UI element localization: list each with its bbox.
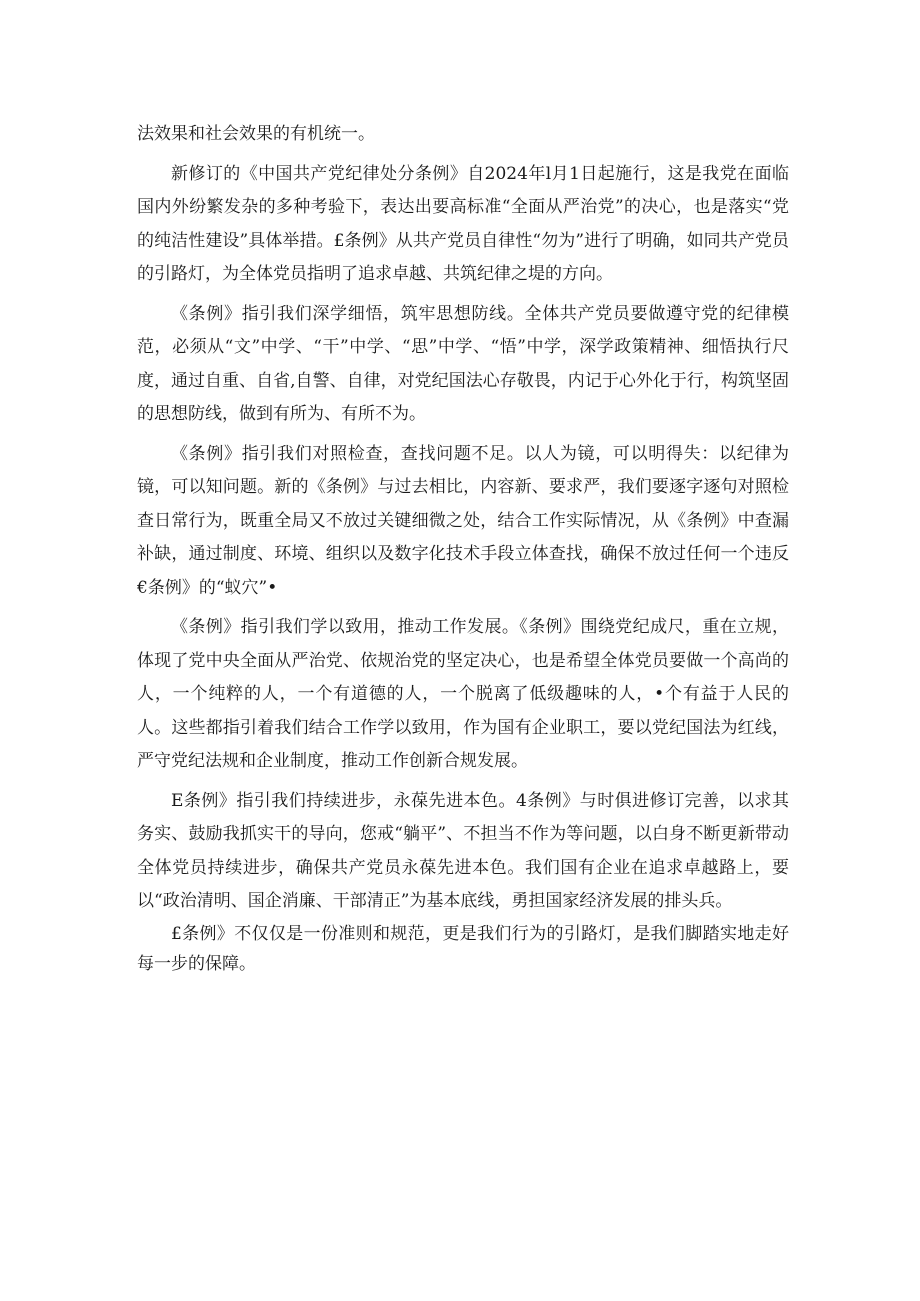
paragraph-continuation: 法效果和社会效果的有机统一。 — [137, 124, 375, 144]
paragraph-conclusion: £条例》不仅仅是一份准则和规范，更是我们行为的引路灯，是我们脚踏实地走好每一步的保障。 — [137, 923, 789, 974]
paragraph-self-check: 《条例》指引我们对照检查，查找问题不足。以人为镜，可以明得失：以纪律为镜，可以知问题。新的《条例》与过去相比，内容新、要求严，我们要逐字逐句对照检查日常行为，既重全局又不放过关键细微之处，结合工作实际情况，从《条例》中查漏补缺，通过制度、环境、组织以及数字化技术手段立体查找，确保不放过任何一个违反€条例》的“蚁穴”• — [137, 443, 789, 598]
paragraph-regulation-intro: 新修订的《中国共产党纪律处分条例》自2024年l月1日起施行，这是我党在面临国内外纷繁发杂的多种考验下，表达出要高标准“全面从严治党”的决心，也是落实“党的纯洁性建设”具体举措。£条例》从共产党员自律性“勿为”进行了明确，如同共产党员的引路灯，为全体党员指明了追求卓越、共筑纪律之堤的方向。 — [137, 163, 789, 284]
paragraph-study-deeply: 《条例》指引我们深学细悟，筑牢思想防线。全体共产党员要做遵守党的纪律模范，必须从“文”中学、“干”中学、“思”中学、“悟”中学，深学政策精神、细悟执行尺度，通过自重、自省,自警、自律，对党纪国法心存敬畏，内记于心外化于行，构筑坚固的思想防线，做到有所为、有所不为。 — [137, 303, 789, 424]
paragraph-apply-learning: 《条例》指引我们学以致用，推动工作发展。《条例》围绕党纪成尺，重在立规，体现了党中央全面从严治党、依规治党的坚定决心，也是希望全体党员要做一个高尚的人，一个纯粹的人，一个有道德的人，一个脱离了低级趣味的人，•个有益于人民的人。这些都指引着我们结合工作学以致用，作为国有企业职工，要以党纪国法为红线，严守党纪法规和企业制度，推动工作创新合规发展。 — [137, 617, 789, 771]
document-body — [137, 118, 789, 979]
paragraph-continuous-progress: E条例》指引我们持续进步，永葆先进本色。4条例》与时俱进修订完善，以求其务实、鼓励我抓实干的导向，您戒“躺平”、不担当不作为等问题，以白身不断更新带动全体党员持续进步，确保共产党员永葆先进本色。我们国有企业在追求卓越路上，要以“政治清明、国企消廉、干部清正”为基本底线，勇担国家经济发展的排头兵。 — [137, 790, 789, 911]
